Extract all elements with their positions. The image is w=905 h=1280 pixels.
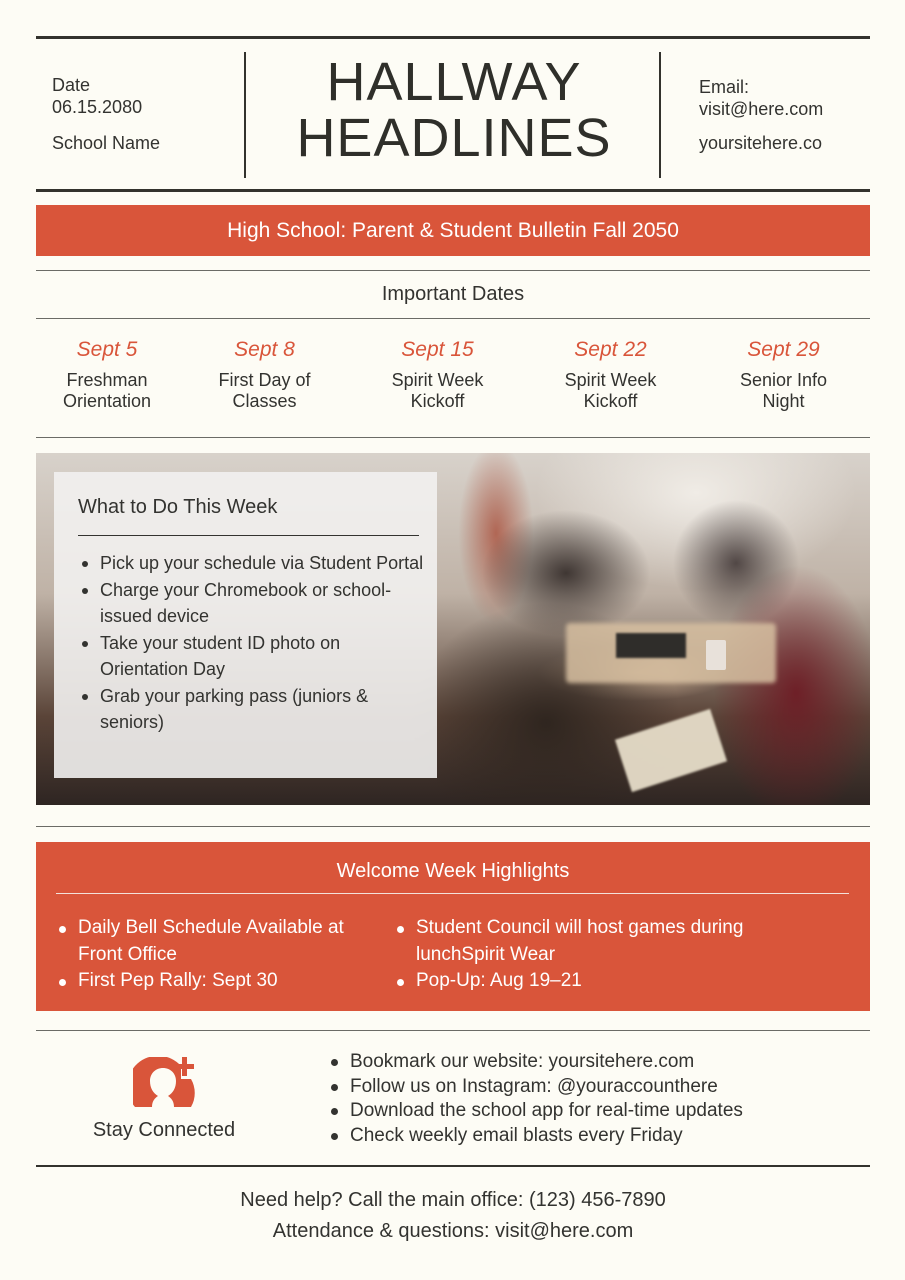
- todo-item: Pick up your schedule via Student Portal: [78, 550, 428, 577]
- connect-item: Download the school app for real-time updates: [328, 1099, 743, 1124]
- masthead-bottom-rule: [36, 189, 870, 192]
- todo-card: [54, 472, 437, 778]
- date-event: [178, 370, 351, 412]
- photo-cup: [706, 640, 726, 670]
- date-event: [36, 370, 178, 412]
- masthead-left: [52, 74, 160, 154]
- date-event-line: Freshman: [66, 370, 148, 390]
- highlights-divider: [56, 893, 849, 894]
- date-when: Sept 8: [234, 338, 295, 361]
- date-when: Sept 22: [574, 338, 647, 361]
- date-when: Sept 15: [401, 338, 474, 361]
- highlights-title: Welcome Week Highlights: [336, 860, 570, 882]
- date-item: [178, 334, 351, 412]
- title-line-2: HEADLINES: [296, 108, 612, 168]
- date-item: [351, 334, 524, 412]
- school-name: School Name: [52, 133, 161, 153]
- date-event-line: Spirit Week: [564, 370, 657, 390]
- highlight-item: First Pep Rally: Sept 30: [56, 968, 386, 995]
- highlight-item: Daily Bell Schedule Available at Front Office: [56, 915, 386, 968]
- footer-top-rule: [36, 1165, 870, 1167]
- date-label: Date: [52, 75, 91, 95]
- date-item: [697, 334, 870, 412]
- stay-connected-label: Stay Connected: [92, 1119, 236, 1141]
- todo-title: What to Do This Week: [78, 496, 278, 518]
- date-item: [36, 334, 178, 412]
- masthead-divider-left: [244, 52, 246, 178]
- email-link[interactable]: visit@here.com: [699, 99, 824, 119]
- important-dates-row: [36, 334, 870, 412]
- date-event-line: First Day of: [218, 370, 311, 390]
- date-event: [524, 370, 697, 412]
- footer-email-line: Attendance & questions: visit@here.com: [272, 1220, 634, 1242]
- highlights-list-right: [394, 915, 824, 995]
- todo-item: Charge your Chromebook or school-issued device: [78, 577, 428, 630]
- footer: [36, 1185, 870, 1247]
- date-event: [351, 370, 524, 412]
- photo-bottom-rule: [36, 826, 870, 827]
- students-photo: [36, 453, 870, 805]
- date-event-line: Kickoff: [583, 391, 638, 411]
- photo-book: [615, 709, 727, 792]
- welcome-week-highlights: [36, 842, 870, 1011]
- connect-item: Check weekly email blasts every Friday: [328, 1124, 743, 1149]
- connect-item: Bookmark our website: yoursitehere.com: [328, 1050, 743, 1075]
- date-event-line: Classes: [232, 391, 297, 411]
- newsletter-page: [36, 0, 870, 1280]
- date-event-line: Kickoff: [410, 391, 465, 411]
- connect-top-rule: [36, 1030, 870, 1031]
- newsletter-title: [248, 54, 660, 166]
- email-label: Email:: [699, 77, 750, 97]
- important-dates-heading: Important Dates: [381, 283, 525, 305]
- bulletin-banner: High School: Parent & Student Bulletin Fall 2050: [36, 205, 870, 256]
- date-event-line: Orientation: [62, 391, 152, 411]
- date-item: [524, 334, 697, 412]
- date-event: [697, 370, 870, 412]
- title-line-1: HALLWAY: [326, 52, 582, 112]
- masthead: [36, 38, 870, 190]
- date-when: Sept 29: [747, 338, 820, 361]
- date-value: 06.15.2080: [52, 97, 143, 117]
- connect-list: [328, 1050, 743, 1148]
- highlights-list-left: [56, 915, 386, 995]
- todo-divider: [78, 535, 419, 536]
- date-event-line: Night: [762, 391, 805, 411]
- photo-laptop: [616, 633, 686, 658]
- highlight-item: Pop-Up: Aug 19–21: [394, 968, 824, 995]
- todo-list: [78, 550, 428, 736]
- add-user-icon: [133, 1057, 195, 1107]
- dates-bottom-rule: [36, 437, 870, 438]
- date-event-line: Senior Info: [739, 370, 828, 390]
- highlight-item: Student Council will host games during lunchSpirit Wear: [394, 915, 824, 968]
- masthead-right: [699, 76, 823, 154]
- footer-phone-line: Need help? Call the main office: (123) 456-7890: [240, 1189, 666, 1211]
- todo-item: Take your student ID photo on Orientation Day: [78, 630, 428, 683]
- website-link[interactable]: yoursitehere.co: [699, 133, 823, 153]
- masthead-divider-right: [659, 52, 661, 178]
- connect-item: Follow us on Instagram: @youraccounthere: [328, 1075, 743, 1100]
- todo-item: Grab your parking pass (juniors & seniors): [78, 683, 428, 736]
- date-when: Sept 5: [76, 338, 138, 361]
- dates-heading-rule: [36, 318, 870, 319]
- date-event-line: Spirit Week: [391, 370, 484, 390]
